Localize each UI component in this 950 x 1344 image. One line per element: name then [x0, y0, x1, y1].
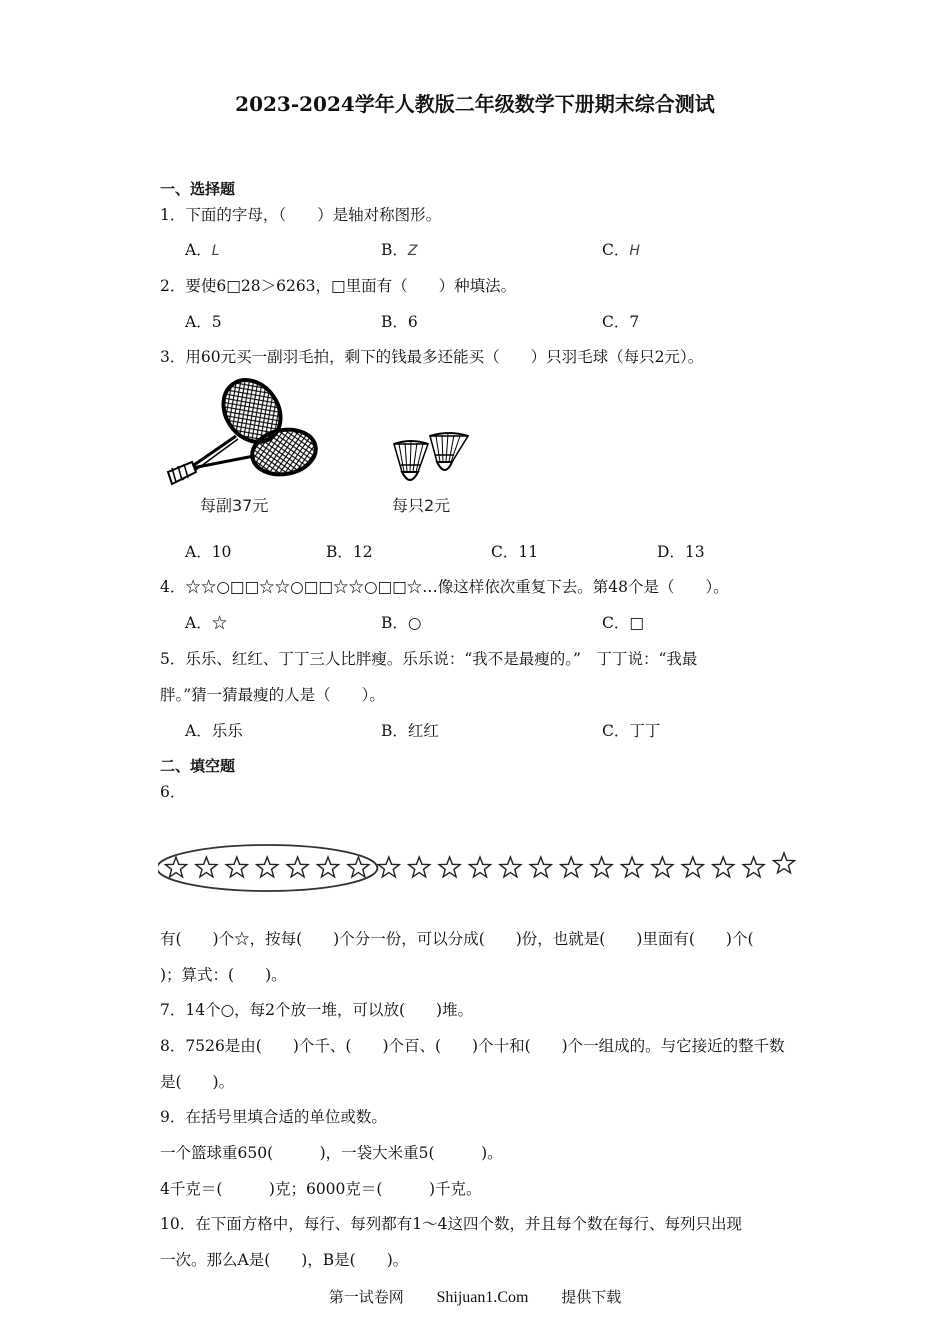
- q5-option-c: C．丁丁: [602, 722, 661, 740]
- shuttle-price-caption: 每只2元: [392, 496, 451, 515]
- star-shape: [682, 857, 703, 877]
- shuttlecocks-icon: [390, 430, 472, 492]
- q3-option-d: D．13: [657, 543, 705, 561]
- q10-line1: 10．在下面方格中，每行、每列都有1～4这四个数，并且每个数在每行、每列只出现: [160, 1215, 742, 1233]
- q4-option-c: C．□: [602, 614, 645, 632]
- letter-h: H: [629, 243, 640, 259]
- star-shape: [439, 857, 460, 877]
- q2-option-a: A．5: [185, 313, 222, 331]
- star-shape: [622, 857, 643, 877]
- q8-line1: 8．7526是由( )个千、( )个百、( )个十和( )个一组成的。与它接近的整千数: [160, 1037, 785, 1055]
- q6-line1: 有( )个☆，按每( )个分一份，可以分成( )份，也就是( )里面有( )个(: [160, 930, 754, 948]
- q9-stem: 9．在括号里填合适的单位或数。: [160, 1108, 387, 1126]
- q9-line1: 一个篮球重650( )，一袋大米重5( )。: [160, 1144, 503, 1162]
- q3-option-a: A．10: [185, 543, 232, 561]
- star-shape: [652, 857, 673, 877]
- star-shape: [713, 857, 734, 877]
- star-shape: [500, 857, 521, 877]
- star-shape: [470, 857, 491, 877]
- q3-option-b: B．12: [326, 543, 373, 561]
- q2-option-b: B．6: [381, 313, 418, 331]
- q1-option-a: A．L: [185, 241, 220, 259]
- star-shape: [774, 853, 795, 873]
- page-footer: [0, 1286, 950, 1307]
- star-shape: [287, 857, 308, 877]
- q1-stem: 1．下面的字母，（ ）是轴对称图形。: [160, 206, 442, 224]
- star-shape: [561, 857, 582, 877]
- q4-option-a: A．☆: [185, 614, 228, 632]
- group-circle: [158, 845, 377, 891]
- footer-domain[interactable]: Shijuan1.Com: [436, 1289, 529, 1306]
- q3-option-c: C．11: [491, 543, 539, 561]
- star-shape: [318, 857, 339, 877]
- q5-stem-line2: 胖。”猜一猜最瘦的人是（ ）。: [160, 686, 385, 704]
- star-shape: [348, 857, 369, 877]
- badminton-rackets-icon: [162, 376, 322, 488]
- star-shape: [196, 857, 217, 877]
- q3-stem: 3．用60元买一副羽毛拍，剩下的钱最多还能买（ ）只羽毛球（每只2元）。: [160, 348, 704, 366]
- footer-note: 提供下载: [561, 1288, 622, 1306]
- star-shape: [530, 857, 551, 877]
- q8-line2: 是( )。: [160, 1073, 235, 1091]
- q5-option-a: A．乐乐: [185, 722, 243, 740]
- page-title: 2023-2024学年人教版二年级数学下册期末综合测试: [235, 92, 715, 116]
- q4-stem: 4．☆☆○□□☆☆○□□☆☆○□□☆…像这样依次重复下去。第48个是（ ）。: [160, 578, 729, 596]
- star-shape: [591, 857, 612, 877]
- star-shape: [166, 857, 187, 877]
- section-heading-fill: 二、填空题: [160, 757, 236, 775]
- star-shape: [257, 857, 278, 877]
- star-shape: [226, 857, 247, 877]
- q5-option-b: B．红红: [381, 722, 439, 740]
- star-shape: [378, 857, 399, 877]
- q2-option-c: C．7: [602, 313, 640, 331]
- q4-option-b: B．○: [381, 614, 422, 632]
- q1-option-c: C．H: [602, 241, 640, 259]
- letter-z: Z: [407, 243, 418, 259]
- q9-line2: 4千克＝( )克；6000克＝( )千克。: [160, 1180, 482, 1198]
- racket-price-caption: 每副37元: [200, 496, 269, 515]
- q2-stem: 2．要使6□28＞6263，□里面有（ ）种填法。: [160, 277, 517, 295]
- stars-figure: [158, 840, 808, 900]
- q5-stem-line1: 5．乐乐、红红、丁丁三人比胖瘦。乐乐说：“我不是最瘦的。” 丁丁说：“我最: [160, 650, 698, 668]
- footer-site-name: 第一试卷网: [328, 1288, 404, 1306]
- section-heading-choice: 一、选择题: [160, 180, 236, 198]
- q1-option-b: B．Z: [381, 241, 418, 259]
- letter-l: L: [211, 243, 220, 259]
- star-shape: [409, 857, 430, 877]
- star-shape: [743, 857, 764, 877]
- q10-line2: 一次。那么A是( )，B是( )。: [160, 1251, 409, 1269]
- q7-text: 7．14个○，每2个放一堆，可以放( )堆。: [160, 1001, 474, 1019]
- q6-number: 6．: [160, 783, 186, 801]
- q6-line2: )；算式：( )。: [160, 966, 287, 984]
